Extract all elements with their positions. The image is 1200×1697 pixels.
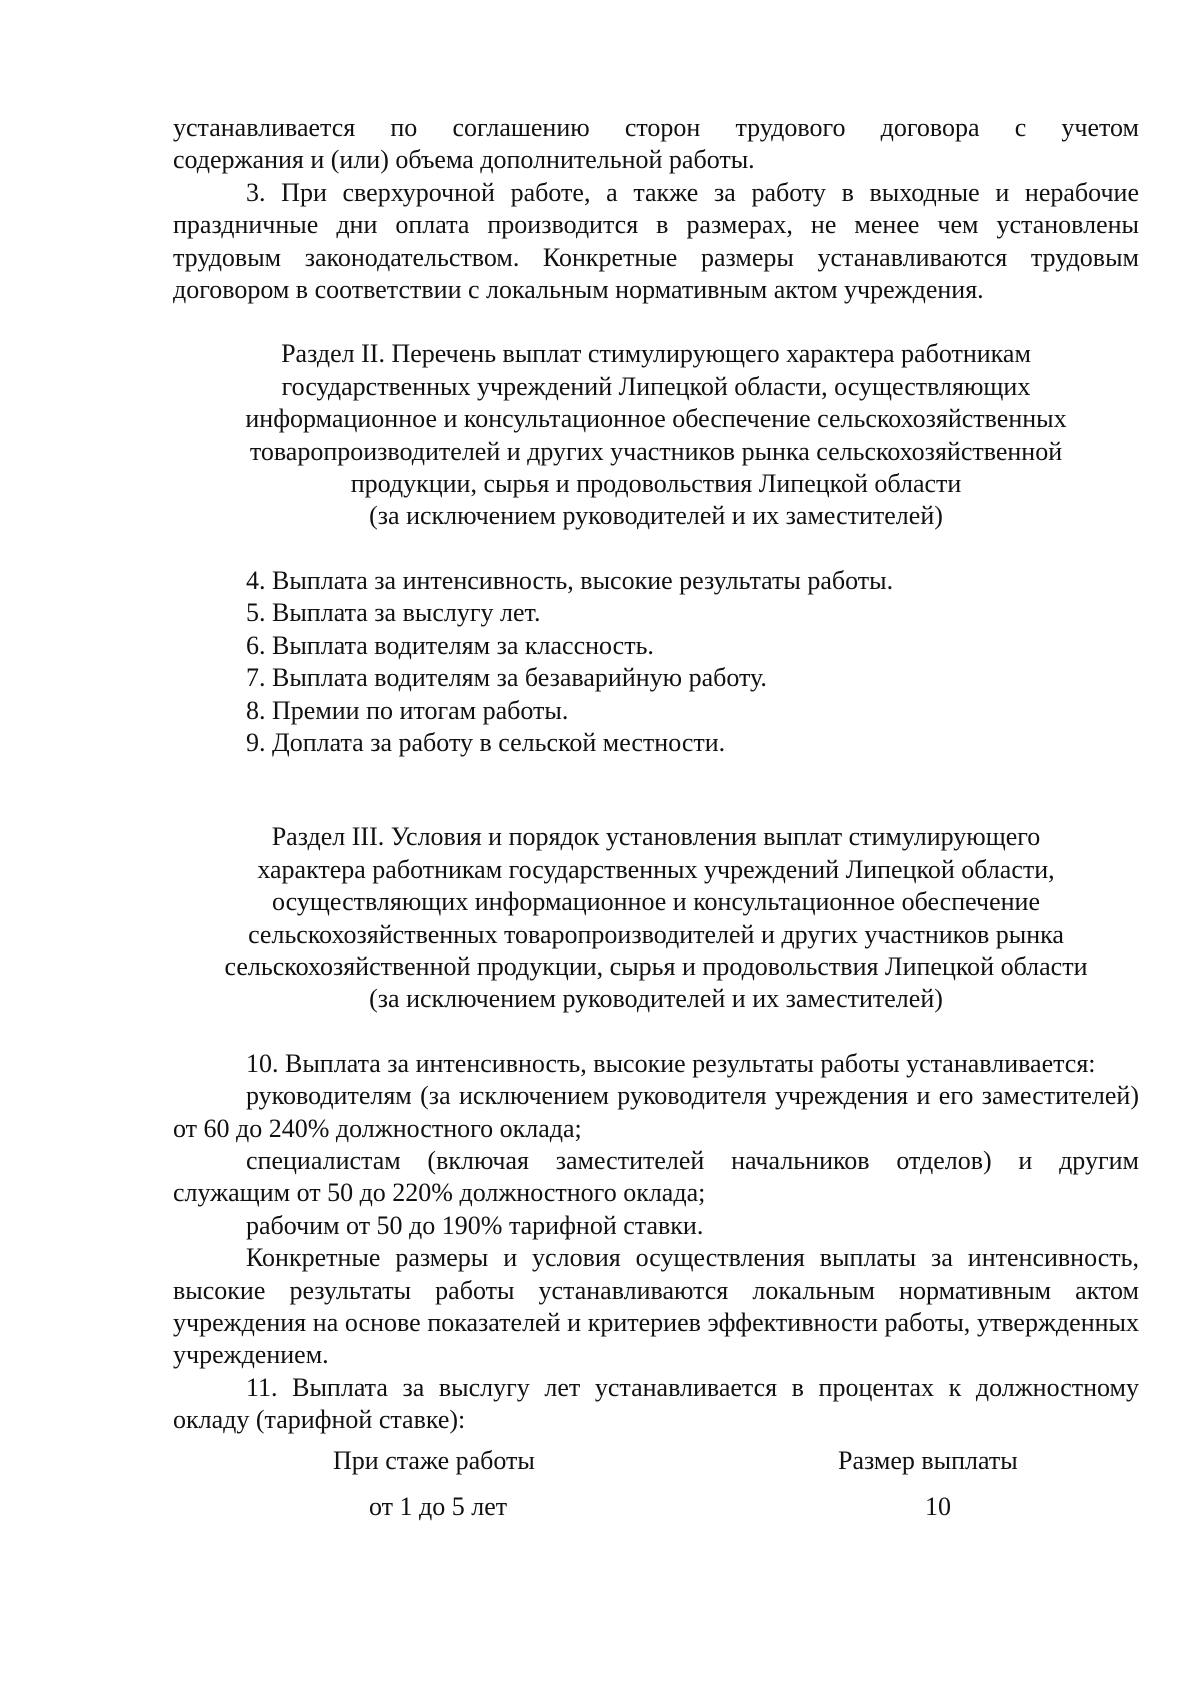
section-2-heading-line: информационное и консультационное обеспечение сельскохозяйственных (245, 404, 1067, 434)
section-3-heading-line: осуществляющих информационное и консультационное обеспечение (272, 887, 1040, 917)
section-3-heading-line: (за исключением руководителей и их заместителей) (369, 984, 943, 1014)
paragraph-managers: руководителям (за исключением руководителя учреждения и его заместителей) от 60 до 240% должностного оклада; (173, 1081, 1139, 1143)
section-2-heading-line: товаропроизводителей и других участников рынка сельскохозяйственной (249, 436, 1063, 466)
section-2-heading-line: Раздел II. Перечень выплат стимулирующего характера работникам (281, 339, 1031, 369)
list-item: 8. Премии по итогам работы. (246, 695, 569, 725)
section-2-heading-line: продукции, сырья и продовольствия Липецкой области (350, 469, 962, 499)
table-header-payment-size: Размер выплаты (838, 1445, 1018, 1475)
list-item: 4. Выплата за интенсивность, высокие результаты работы. (246, 565, 894, 595)
section-3-heading-line: характера работникам государственных учреждений Липецкой области, (257, 854, 1055, 884)
payments-list (173, 565, 1139, 759)
section-2-heading-line: (за исключением руководителей и их заместителей) (369, 501, 943, 531)
paragraph-item-3: 3. При сверхурочной работе, а также за работу в выходные и нерабочие праздничные дни оплата производится в размерах, не менее чем установлены трудовым законодательством. Конкретные размеры устанавливаются трудовым договором в соответствии с локальным нормативным актом учреждения. (173, 177, 1139, 305)
table-cell-experience: от 1 до 5 лет (369, 1491, 508, 1521)
document-page (173, 112, 1139, 1545)
section-3-heading-line: сельскохозяйственной продукции, сырья и продовольствия Липецкой области (224, 951, 1088, 981)
table-header-experience: При стаже работы (333, 1445, 535, 1475)
section-2-heading (173, 338, 1139, 532)
section-2-heading-line: государственных учреждений Липецкой области, осуществляющих (281, 371, 1031, 401)
paragraph-item-11: 11. Выплата за выслугу лет устанавливается в процентах к должностному окладу (тарифной ставке): (173, 1372, 1139, 1435)
paragraph-specialists: специалистам (включая заместителей начальников отделов) и другим служащим от 50 до 220% должностного оклада; (173, 1145, 1139, 1208)
section-3-heading (173, 821, 1139, 1015)
paragraph-workers: рабочим от 50 до 190% тарифной ставки. (246, 1210, 704, 1240)
table-cell-payment-size: 10 (925, 1491, 951, 1521)
intro-line-1: устанавливается по соглашению сторон трудового договора с учетом (173, 113, 1139, 142)
section-3-heading-line: сельскохозяйственных товаропроизводителей и других участников рынка (248, 919, 1064, 949)
list-item: 9. Доплата за работу в сельской местности. (246, 727, 726, 757)
section-3-heading-line: Раздел III. Условия и порядок установления выплат стимулирующего (271, 822, 1041, 852)
paragraph-specific-sizes: Конкретные размеры и условия осуществления выплаты за интенсивность, высокие результаты работы устанавливаются локальным нормативным актом учреждения на основе показателей и критериев эффективности работы, утвержденных учреждением. (173, 1243, 1139, 1370)
list-item: 5. Выплата за выслугу лет. (246, 598, 541, 628)
seniority-table (173, 1445, 1139, 1545)
list-item: 7. Выплата водителям за безаварийную работу. (246, 663, 767, 693)
list-item: 6. Выплата водителям за классность. (246, 630, 654, 660)
intro-line-2: содержания и (или) объема дополнительной работы. (173, 145, 755, 175)
paragraph-item-10: 10. Выплата за интенсивность, высокие результаты работы устанавливается: (246, 1048, 1096, 1078)
